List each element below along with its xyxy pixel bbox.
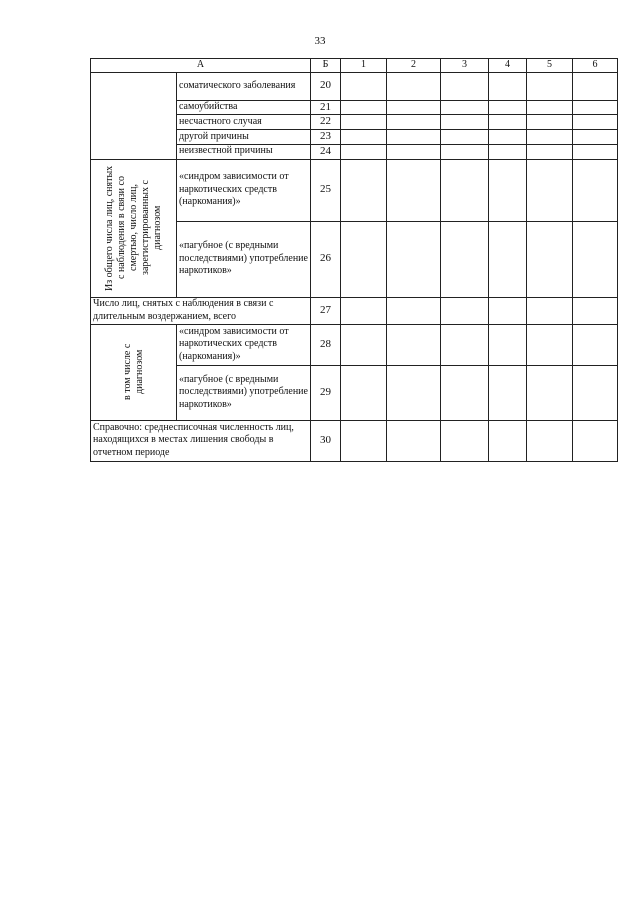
data-cell[interactable] — [341, 221, 387, 297]
header-col-6: 6 — [573, 59, 618, 73]
data-cell[interactable] — [527, 324, 573, 365]
data-cell[interactable] — [441, 324, 489, 365]
page-number: 33 — [314, 35, 326, 47]
row-code: 21 — [311, 100, 341, 115]
data-cell[interactable] — [489, 297, 527, 324]
header-col-a: А — [91, 59, 311, 73]
header-col-5: 5 — [527, 59, 573, 73]
row-label: «синдром зависимости от наркотических средств (наркомания)» — [177, 324, 311, 365]
data-cell[interactable] — [489, 324, 527, 365]
block-a-empty-cell — [91, 72, 177, 159]
block-b-group-label: Из общего числа лиц, снятых с наблюдения в связи со смертью, число лиц, зарегистрированных с диагнозом — [103, 165, 163, 291]
row-label: неизвестной причины — [177, 144, 311, 159]
table-row — [91, 72, 618, 100]
data-cell[interactable] — [387, 72, 441, 100]
data-cell[interactable] — [527, 221, 573, 297]
row-label: другой причины — [177, 130, 311, 145]
data-cell[interactable] — [441, 100, 489, 115]
header-col-4: 4 — [489, 59, 527, 73]
row-label: Справочно: среднесписочная численность лиц, находящихся в местах лишения свободы в отчетном периоде — [91, 420, 311, 461]
row-code: 24 — [311, 144, 341, 159]
data-cell[interactable] — [527, 72, 573, 100]
table-row — [91, 420, 618, 461]
data-cell[interactable] — [441, 144, 489, 159]
header-col-b: Б — [311, 59, 341, 73]
data-cell[interactable] — [441, 115, 489, 130]
row-code: 27 — [311, 297, 341, 324]
header-col-3: 3 — [441, 59, 489, 73]
row-label: Число лиц, снятых с наблюдения в связи с длительным воздержанием, всего — [91, 297, 311, 324]
data-cell[interactable] — [387, 115, 441, 130]
data-cell[interactable] — [341, 144, 387, 159]
data-cell[interactable] — [573, 144, 618, 159]
data-cell[interactable] — [573, 100, 618, 115]
row-label: «пагубное (с вредными последствиями) употребление наркотиков» — [177, 365, 311, 420]
data-cell[interactable] — [387, 221, 441, 297]
data-cell[interactable] — [387, 159, 441, 221]
data-cell[interactable] — [573, 420, 618, 461]
data-cell[interactable] — [573, 130, 618, 145]
row-code: 30 — [311, 420, 341, 461]
data-cell[interactable] — [527, 130, 573, 145]
block-b-group-label-cell — [91, 159, 177, 297]
table-row — [91, 324, 618, 365]
data-cell[interactable] — [489, 72, 527, 100]
data-cell[interactable] — [341, 159, 387, 221]
table-row — [91, 297, 618, 324]
row-code: 26 — [311, 221, 341, 297]
data-cell[interactable] — [489, 144, 527, 159]
header-row — [91, 59, 618, 73]
data-cell[interactable] — [527, 159, 573, 221]
data-cell[interactable] — [341, 115, 387, 130]
table-row — [91, 159, 618, 221]
data-cell[interactable] — [489, 420, 527, 461]
row-label: соматического заболевания — [177, 72, 311, 100]
data-cell[interactable] — [341, 324, 387, 365]
data-cell[interactable] — [573, 324, 618, 365]
data-cell[interactable] — [341, 297, 387, 324]
data-cell[interactable] — [387, 365, 441, 420]
data-cell[interactable] — [387, 130, 441, 145]
data-cell[interactable] — [341, 420, 387, 461]
row-label: «синдром зависимости от наркотических средств (наркомания)» — [177, 159, 311, 221]
data-cell[interactable] — [387, 100, 441, 115]
data-cell[interactable] — [441, 297, 489, 324]
data-cell[interactable] — [489, 130, 527, 145]
data-cell[interactable] — [489, 100, 527, 115]
data-cell[interactable] — [441, 365, 489, 420]
data-cell[interactable] — [489, 365, 527, 420]
report-table — [90, 58, 618, 462]
data-cell[interactable] — [527, 115, 573, 130]
data-cell[interactable] — [441, 72, 489, 100]
data-cell[interactable] — [341, 365, 387, 420]
header-col-1: 1 — [341, 59, 387, 73]
data-cell[interactable] — [387, 144, 441, 159]
data-cell[interactable] — [341, 130, 387, 145]
data-cell[interactable] — [489, 221, 527, 297]
data-cell[interactable] — [573, 115, 618, 130]
data-cell[interactable] — [441, 159, 489, 221]
row-label: несчастного случая — [177, 115, 311, 130]
row-label: «пагубное (с вредными последствиями) употребление наркотиков» — [177, 221, 311, 297]
data-cell[interactable] — [573, 159, 618, 221]
row-code: 20 — [311, 72, 341, 100]
data-cell[interactable] — [489, 115, 527, 130]
data-cell[interactable] — [527, 365, 573, 420]
row-code: 29 — [311, 365, 341, 420]
data-cell[interactable] — [387, 420, 441, 461]
data-cell[interactable] — [573, 297, 618, 324]
data-cell[interactable] — [573, 221, 618, 297]
block-c-group-label: в том числе с диагнозом — [121, 343, 145, 401]
data-cell[interactable] — [341, 72, 387, 100]
row-code: 22 — [311, 115, 341, 130]
header-col-2: 2 — [387, 59, 441, 73]
row-code: 28 — [311, 324, 341, 365]
data-cell[interactable] — [527, 100, 573, 115]
data-cell[interactable] — [527, 420, 573, 461]
data-cell[interactable] — [573, 365, 618, 420]
row-code: 25 — [311, 159, 341, 221]
data-cell[interactable] — [573, 72, 618, 100]
row-code: 23 — [311, 130, 341, 145]
data-cell[interactable] — [387, 324, 441, 365]
data-cell[interactable] — [527, 144, 573, 159]
data-cell[interactable] — [441, 221, 489, 297]
block-c-group-label-cell — [91, 324, 177, 420]
data-cell[interactable] — [341, 100, 387, 115]
data-cell[interactable] — [387, 297, 441, 324]
data-cell[interactable] — [441, 130, 489, 145]
data-cell[interactable] — [441, 420, 489, 461]
data-cell[interactable] — [489, 159, 527, 221]
row-label: самоубийства — [177, 100, 311, 115]
data-cell[interactable] — [527, 297, 573, 324]
